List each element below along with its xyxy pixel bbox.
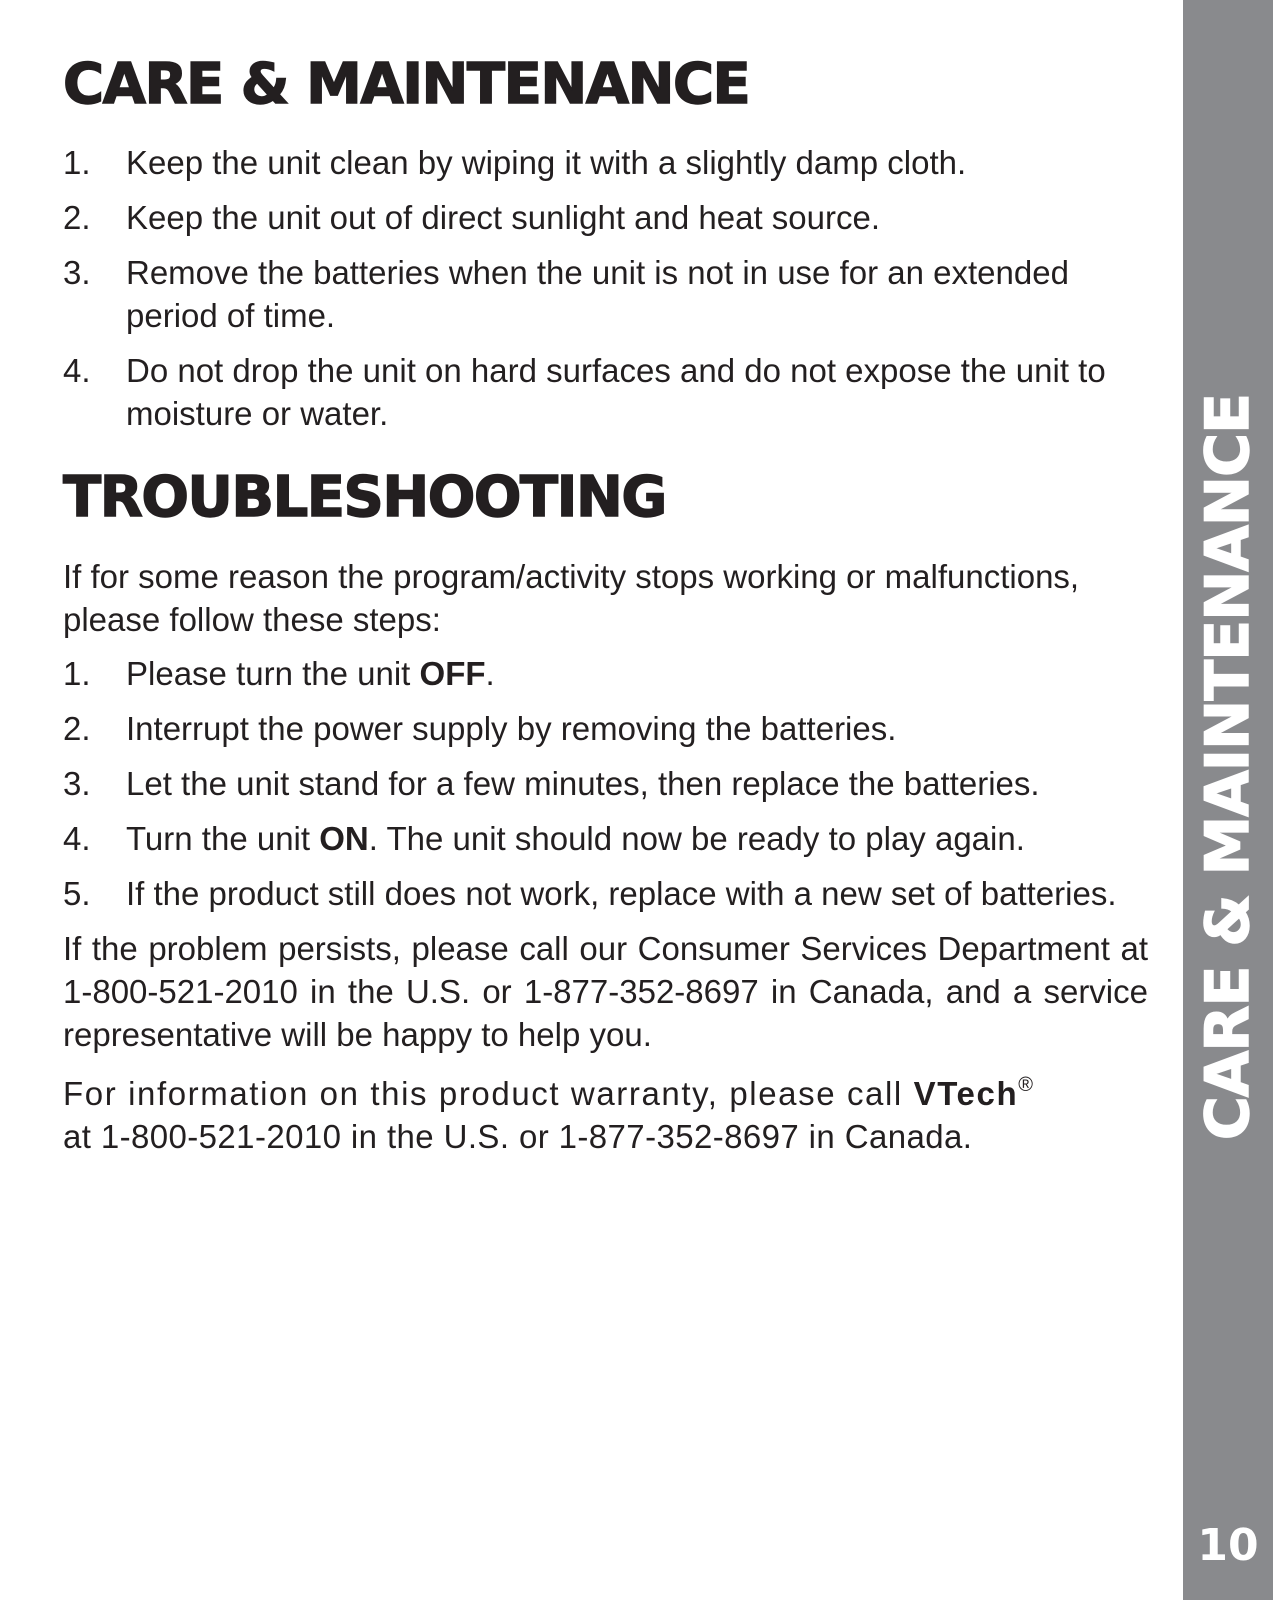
list-item-number: 4. [63,352,91,389]
list-item-text: Keep the unit out of direct sunlight and heat source. [126,199,881,236]
list-item-number: 1. [63,655,91,692]
troubleshooting-steps [63,652,1148,915]
list-item-text-end: . The unit should now be ready to play again. [368,820,1025,857]
list-item [63,141,1148,184]
list-item [63,652,1148,695]
list-item [63,707,1148,750]
warranty-text: For information on this product warranty, please call [63,1075,914,1112]
troubleshooting-heading: TROUBLESHOOTING [63,465,666,530]
list-item-text: Do not drop the unit on hard surfaces and do not expose the unit to moisture or water. [126,352,1106,432]
list-item [63,251,1148,337]
list-item [63,762,1148,805]
list-item-number: 3. [63,254,91,291]
list-item-number: 4. [63,820,91,857]
list-item-text: Let the unit stand for a few minutes, then replace the batteries. [126,765,1040,802]
page-content [63,50,1148,1158]
care-maintenance-heading: CARE & MAINTENANCE [63,52,750,117]
list-item-text: Keep the unit clean by wiping it with a slightly damp cloth. [126,144,967,181]
vtech-brand: VTech [913,1075,1019,1112]
list-item-number: 3. [63,765,91,802]
list-item [63,817,1148,860]
page-number: 10 [1197,1520,1259,1571]
sidebar-section-title: CARE & MAINTENANCE [1193,393,1263,1141]
list-item-text: If the product still does not work, replace with a new set of batteries. [126,875,1117,912]
list-item-text-end: . [485,655,495,692]
list-item-text: Turn the unit [126,820,320,857]
list-item-text: Please turn the unit [126,655,420,692]
list-item-number: 1. [63,144,91,181]
warranty-paragraph [63,1072,1148,1158]
list-item-number: 2. [63,199,91,236]
list-item-text: Remove the batteries when the unit is not in use for an extended period of time. [126,254,1069,334]
list-item-number: 5. [63,875,91,912]
on-keyword: ON [319,820,369,857]
list-item [63,872,1148,915]
warranty-phone-text: at 1-800-521-2010 in the U.S. or 1-877-352-8697 in Canada. [63,1118,973,1155]
list-item-number: 2. [63,710,91,747]
section-sidebar [1183,0,1273,1600]
list-item [63,349,1148,435]
list-item [63,196,1148,239]
persist-paragraph: If the problem persists, please call our Consumer Services Department at 1-800-521-2010 in the U.S. or 1-877-352-8697 in Canada, and a service representative will be happy to help you. [63,930,1148,1053]
off-keyword: OFF [419,655,486,692]
care-list [63,141,1148,435]
troubleshooting-intro: If for some reason the program/activity stops working or malfunctions, please follow these steps: [63,558,1080,638]
registered-mark: ® [1018,1074,1035,1096]
list-item-text: Interrupt the power supply by removing the batteries. [126,710,897,747]
